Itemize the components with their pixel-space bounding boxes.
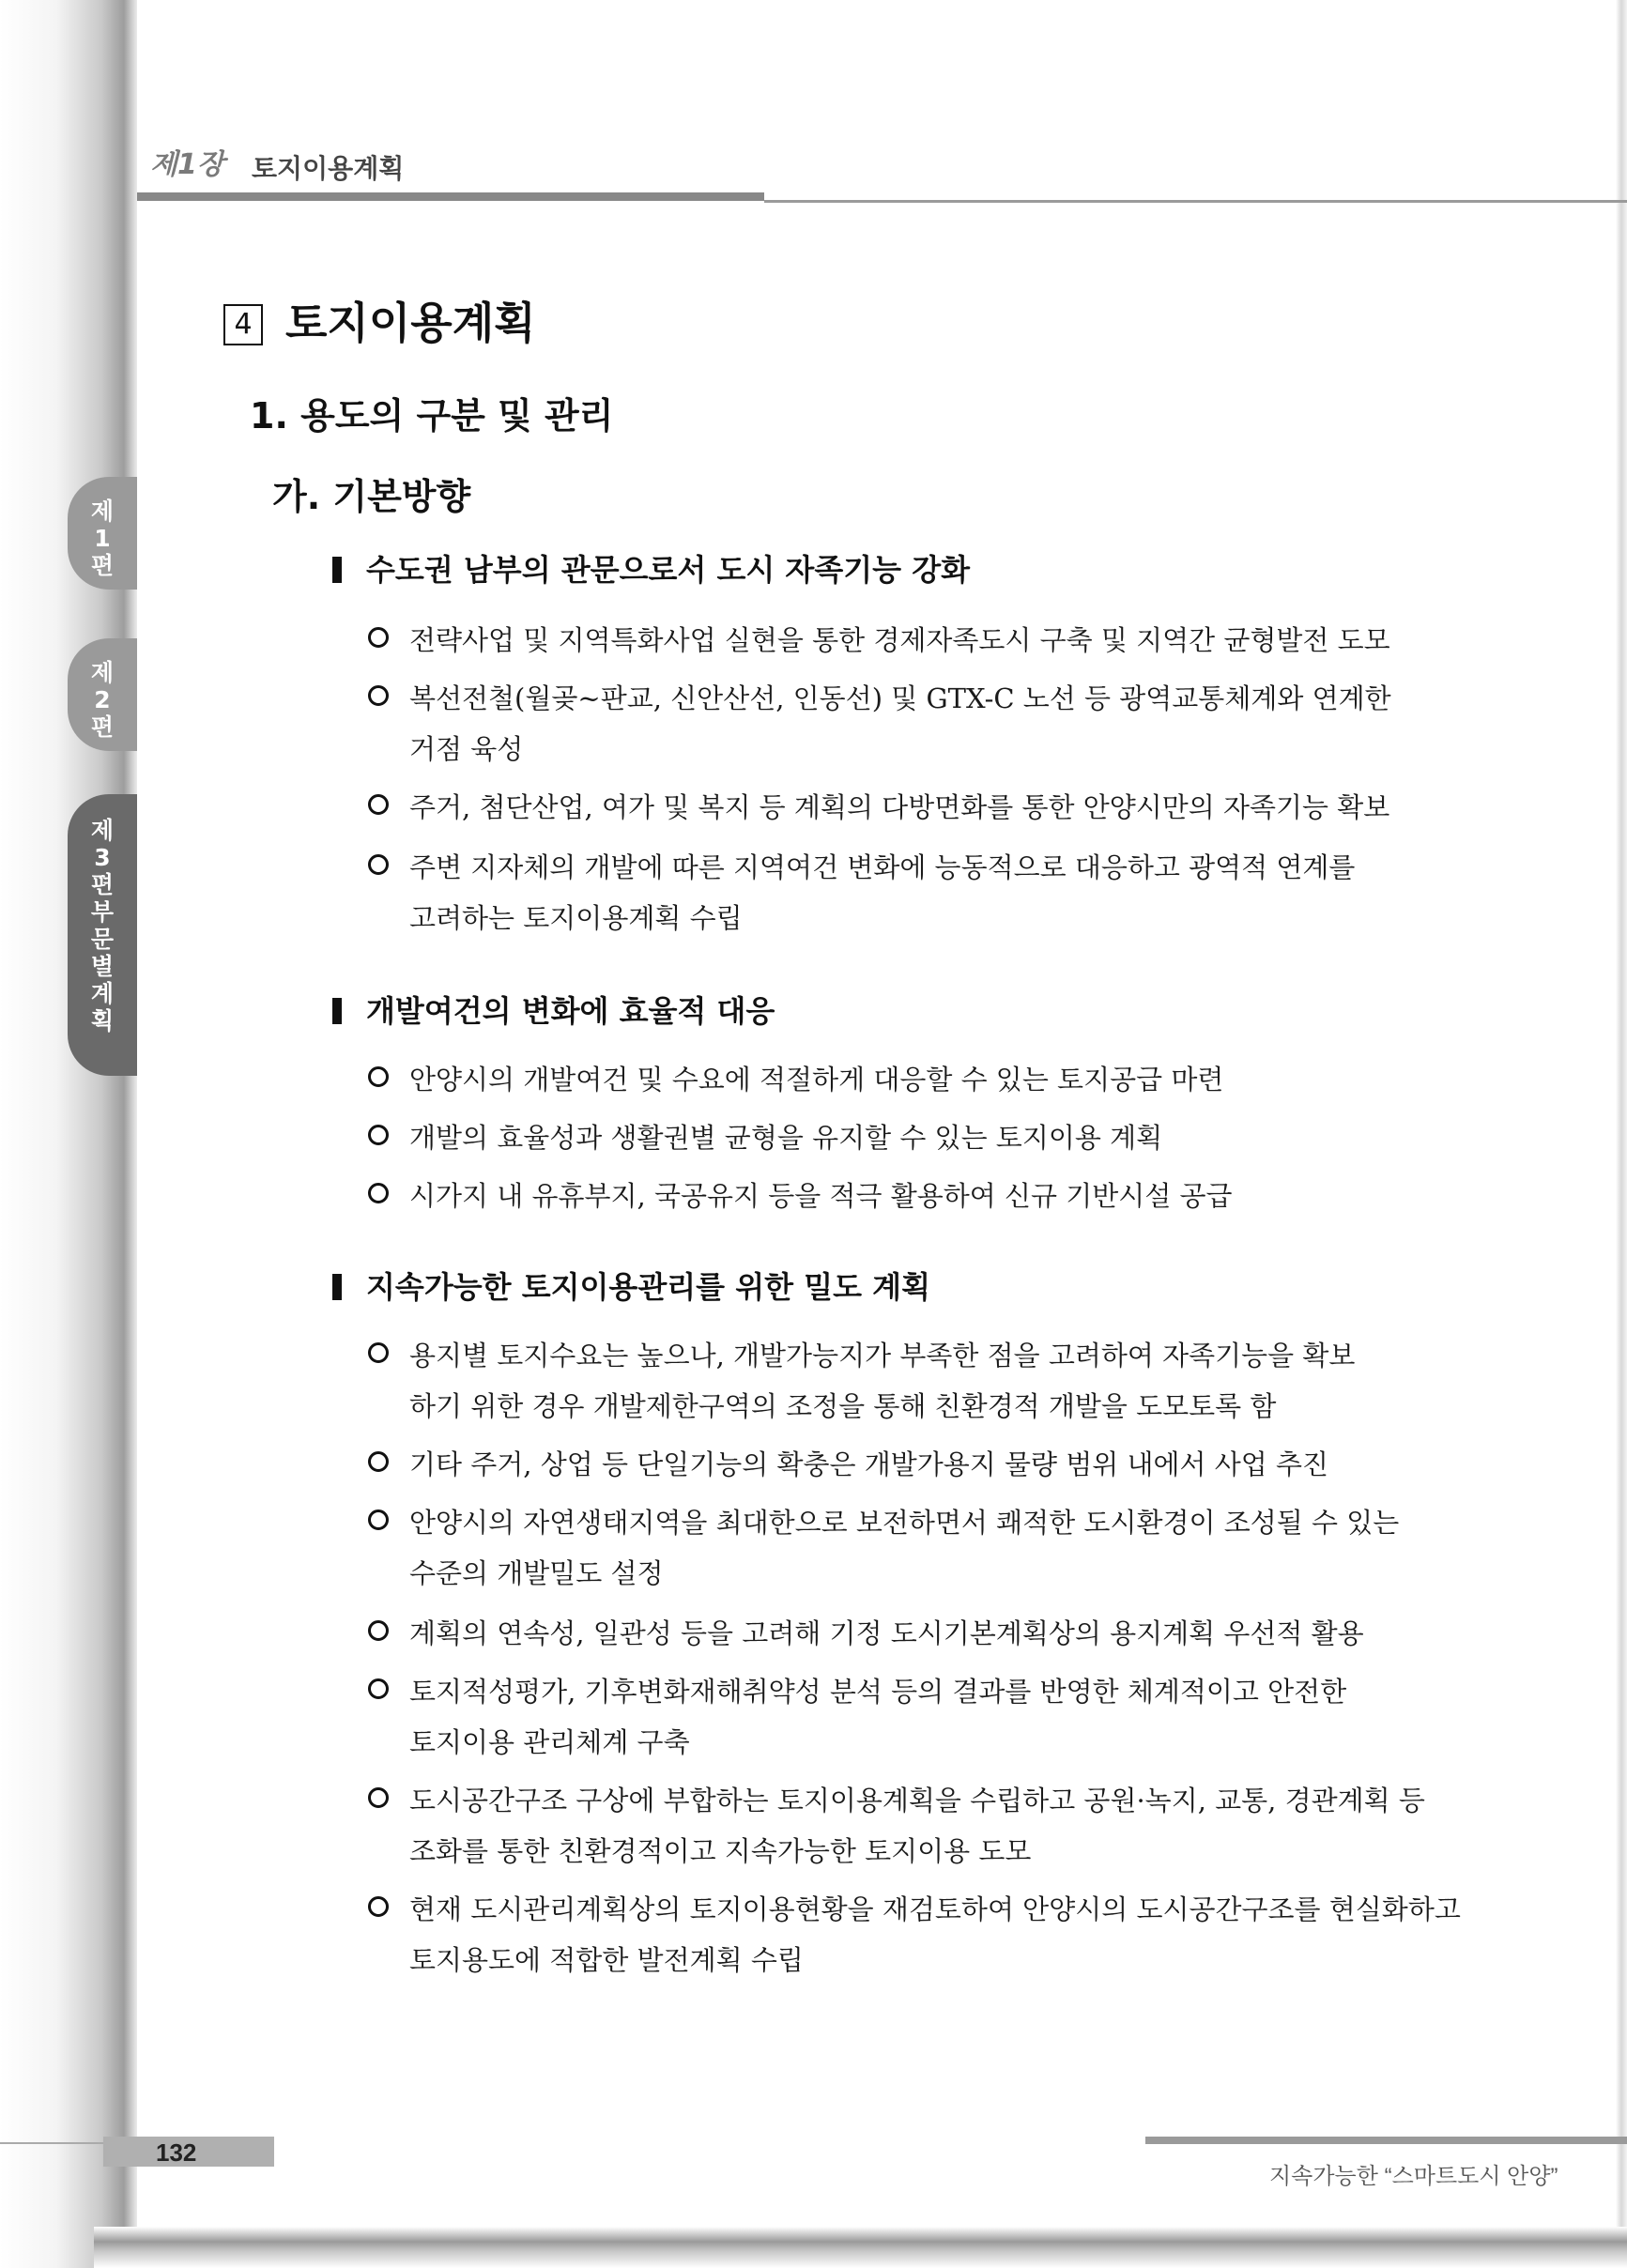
- circle-bullet-icon: [368, 685, 389, 706]
- side-tab-part1[interactable]: [68, 477, 137, 590]
- circle-bullet-icon: [368, 1787, 389, 1808]
- chapter-label: 제1장: [150, 148, 224, 181]
- group-heading-text: 개발여건의 변화에 효율적 대응: [366, 993, 775, 1029]
- circle-bullet-icon: [368, 1896, 389, 1917]
- circle-bullet-icon: [368, 1125, 389, 1145]
- list-item-text: 전략사업 및 지역특화사업 실현을 통한 경제자족도시 구축 및 지역간 균형발전 도모: [409, 624, 1390, 656]
- header-rule-thin: [764, 200, 1627, 203]
- page-shadow-bottom: [94, 2227, 1627, 2268]
- circle-bullet-icon: [368, 627, 389, 648]
- list-item-text: 하기 위한 경우 개발제한구역의 조정을 통해 친환경적 개발을 도모토록 함: [409, 1390, 1277, 1422]
- list-item-text: 토지이용 관리체계 구축: [409, 1726, 690, 1758]
- circle-bullet-icon: [368, 1509, 389, 1530]
- list-item-text: 수준의 개발밀도 설정: [409, 1557, 664, 1589]
- group-heading-text: 지속가능한 토지이용관리를 위한 밀도 계획: [366, 1269, 930, 1305]
- header-rule: [137, 192, 764, 201]
- side-tab-part2[interactable]: [68, 638, 137, 751]
- side-tab-char: 획: [90, 1007, 115, 1034]
- chapter-title: 토지이용계획: [252, 153, 405, 184]
- circle-bullet-icon: [368, 1183, 389, 1203]
- group-heading: [332, 988, 775, 1031]
- list-item-text: 토지적성평가, 기후변화재해취약성 분석 등의 결과를 반영한 체계적이고 안전한: [409, 1676, 1347, 1708]
- list-item-text: 토지용도에 적합한 발전계획 수립: [409, 1944, 804, 1976]
- side-tab-part3[interactable]: [68, 794, 137, 1076]
- list-item-text: 복선전철(월곶~판교, 신안산선, 인동선) 및 GTX-C 노선 등 광역교통체계와 연계한: [409, 682, 1391, 714]
- side-tab-char: 1: [94, 525, 111, 552]
- page-number: 132: [156, 2138, 197, 2167]
- circle-bullet-icon: [368, 1678, 389, 1699]
- list-item-text: 도시공간구조 구상에 부합하는 토지이용계획을 수립하고 공원·녹지, 교통, 경관계획 등: [409, 1785, 1425, 1816]
- section-number-box: 4: [223, 304, 263, 345]
- list-item-text: 주거, 첨단산업, 여가 및 복지 등 계획의 다방면화를 통한 안양시만의 자족기능 확보: [409, 791, 1390, 823]
- list-item-text: 거점 육성: [409, 733, 524, 765]
- side-tab-char: 별: [90, 953, 115, 980]
- list-item-text: 안양시의 자연생태지역을 최대한으로 보전하면서 쾌적한 도시환경이 조성될 수 있는: [409, 1507, 1400, 1539]
- side-tab-char: 3: [94, 844, 111, 871]
- list-item-text: 시가지 내 유휴부지, 국공유지 등을 적극 활용하여 신규 기반시설 공급: [409, 1180, 1233, 1212]
- footer-slogan: 지속가능한 “스마트도시 안양”: [1269, 2164, 1558, 2189]
- heading-bar-icon: [332, 1274, 342, 1300]
- list-item-text: 고려하는 토지이용계획 수립: [409, 902, 743, 934]
- list-item-text: 기타 주거, 상업 등 단일기능의 확충은 개발가용지 물량 범위 내에서 사업 추진: [409, 1448, 1329, 1480]
- side-tab-char: 제: [90, 817, 115, 844]
- circle-bullet-icon: [368, 1451, 389, 1472]
- group-heading: [332, 546, 970, 590]
- footer-rule-left: [0, 2142, 103, 2144]
- subsubsection-title: 가. 기본방향: [272, 476, 471, 517]
- footer-rule: [1145, 2137, 1627, 2144]
- circle-bullet-icon: [368, 1066, 389, 1087]
- list-item-text: 조화를 통한 친환경적이고 지속가능한 토지이용 도모: [409, 1835, 1032, 1867]
- side-tab-char: 편: [90, 552, 115, 579]
- side-tab-char: 편: [90, 713, 115, 741]
- side-tab-char: 편: [90, 871, 115, 898]
- heading-bar-icon: [332, 998, 342, 1024]
- list-item-text: 주변 지자체의 개발에 따른 지역여건 변화에 능동적으로 대응하고 광역적 연계를: [409, 851, 1356, 883]
- list-item-text: 개발의 효율성과 생활권별 균형을 유지할 수 있는 토지이용 계획: [409, 1122, 1163, 1154]
- circle-bullet-icon: [368, 1342, 389, 1363]
- side-tab-char: 부: [90, 898, 115, 926]
- list-item-text: 계획의 연속성, 일관성 등을 고려해 기정 도시기본계획상의 용지계획 우선적 활용: [409, 1617, 1364, 1649]
- page-shadow-left: [0, 0, 141, 2268]
- group-heading: [332, 1264, 930, 1307]
- side-tab-char: 계: [90, 980, 115, 1007]
- side-tab-char: 제: [90, 659, 115, 686]
- list-item-text: 현재 도시관리계획상의 토지이용현황을 재검토하여 안양시의 도시공간구조를 현실화하고: [409, 1893, 1461, 1925]
- side-tab-char: 2: [94, 686, 111, 713]
- side-tab-char: 문: [90, 926, 115, 953]
- side-tab-char: 제: [90, 498, 115, 525]
- circle-bullet-icon: [368, 854, 389, 875]
- section-title-text: 토지이용계획: [285, 298, 536, 348]
- list-item-text: 안양시의 개발여건 및 수요에 적절하게 대응할 수 있는 토지공급 마련: [409, 1064, 1224, 1096]
- list-item-text: 용지별 토지수요는 높으나, 개발가능지가 부족한 점을 고려하여 자족기능을 확보: [409, 1340, 1356, 1372]
- subsection-title: 1. 용도의 구분 및 관리: [250, 395, 614, 437]
- group-heading-text: 수도권 남부의 관문으로서 도시 자족기능 강화: [366, 552, 971, 588]
- page-shadow-right: [1616, 0, 1627, 2268]
- circle-bullet-icon: [368, 794, 389, 815]
- heading-bar-icon: [332, 557, 342, 583]
- section-title: [223, 289, 536, 351]
- circle-bullet-icon: [368, 1620, 389, 1641]
